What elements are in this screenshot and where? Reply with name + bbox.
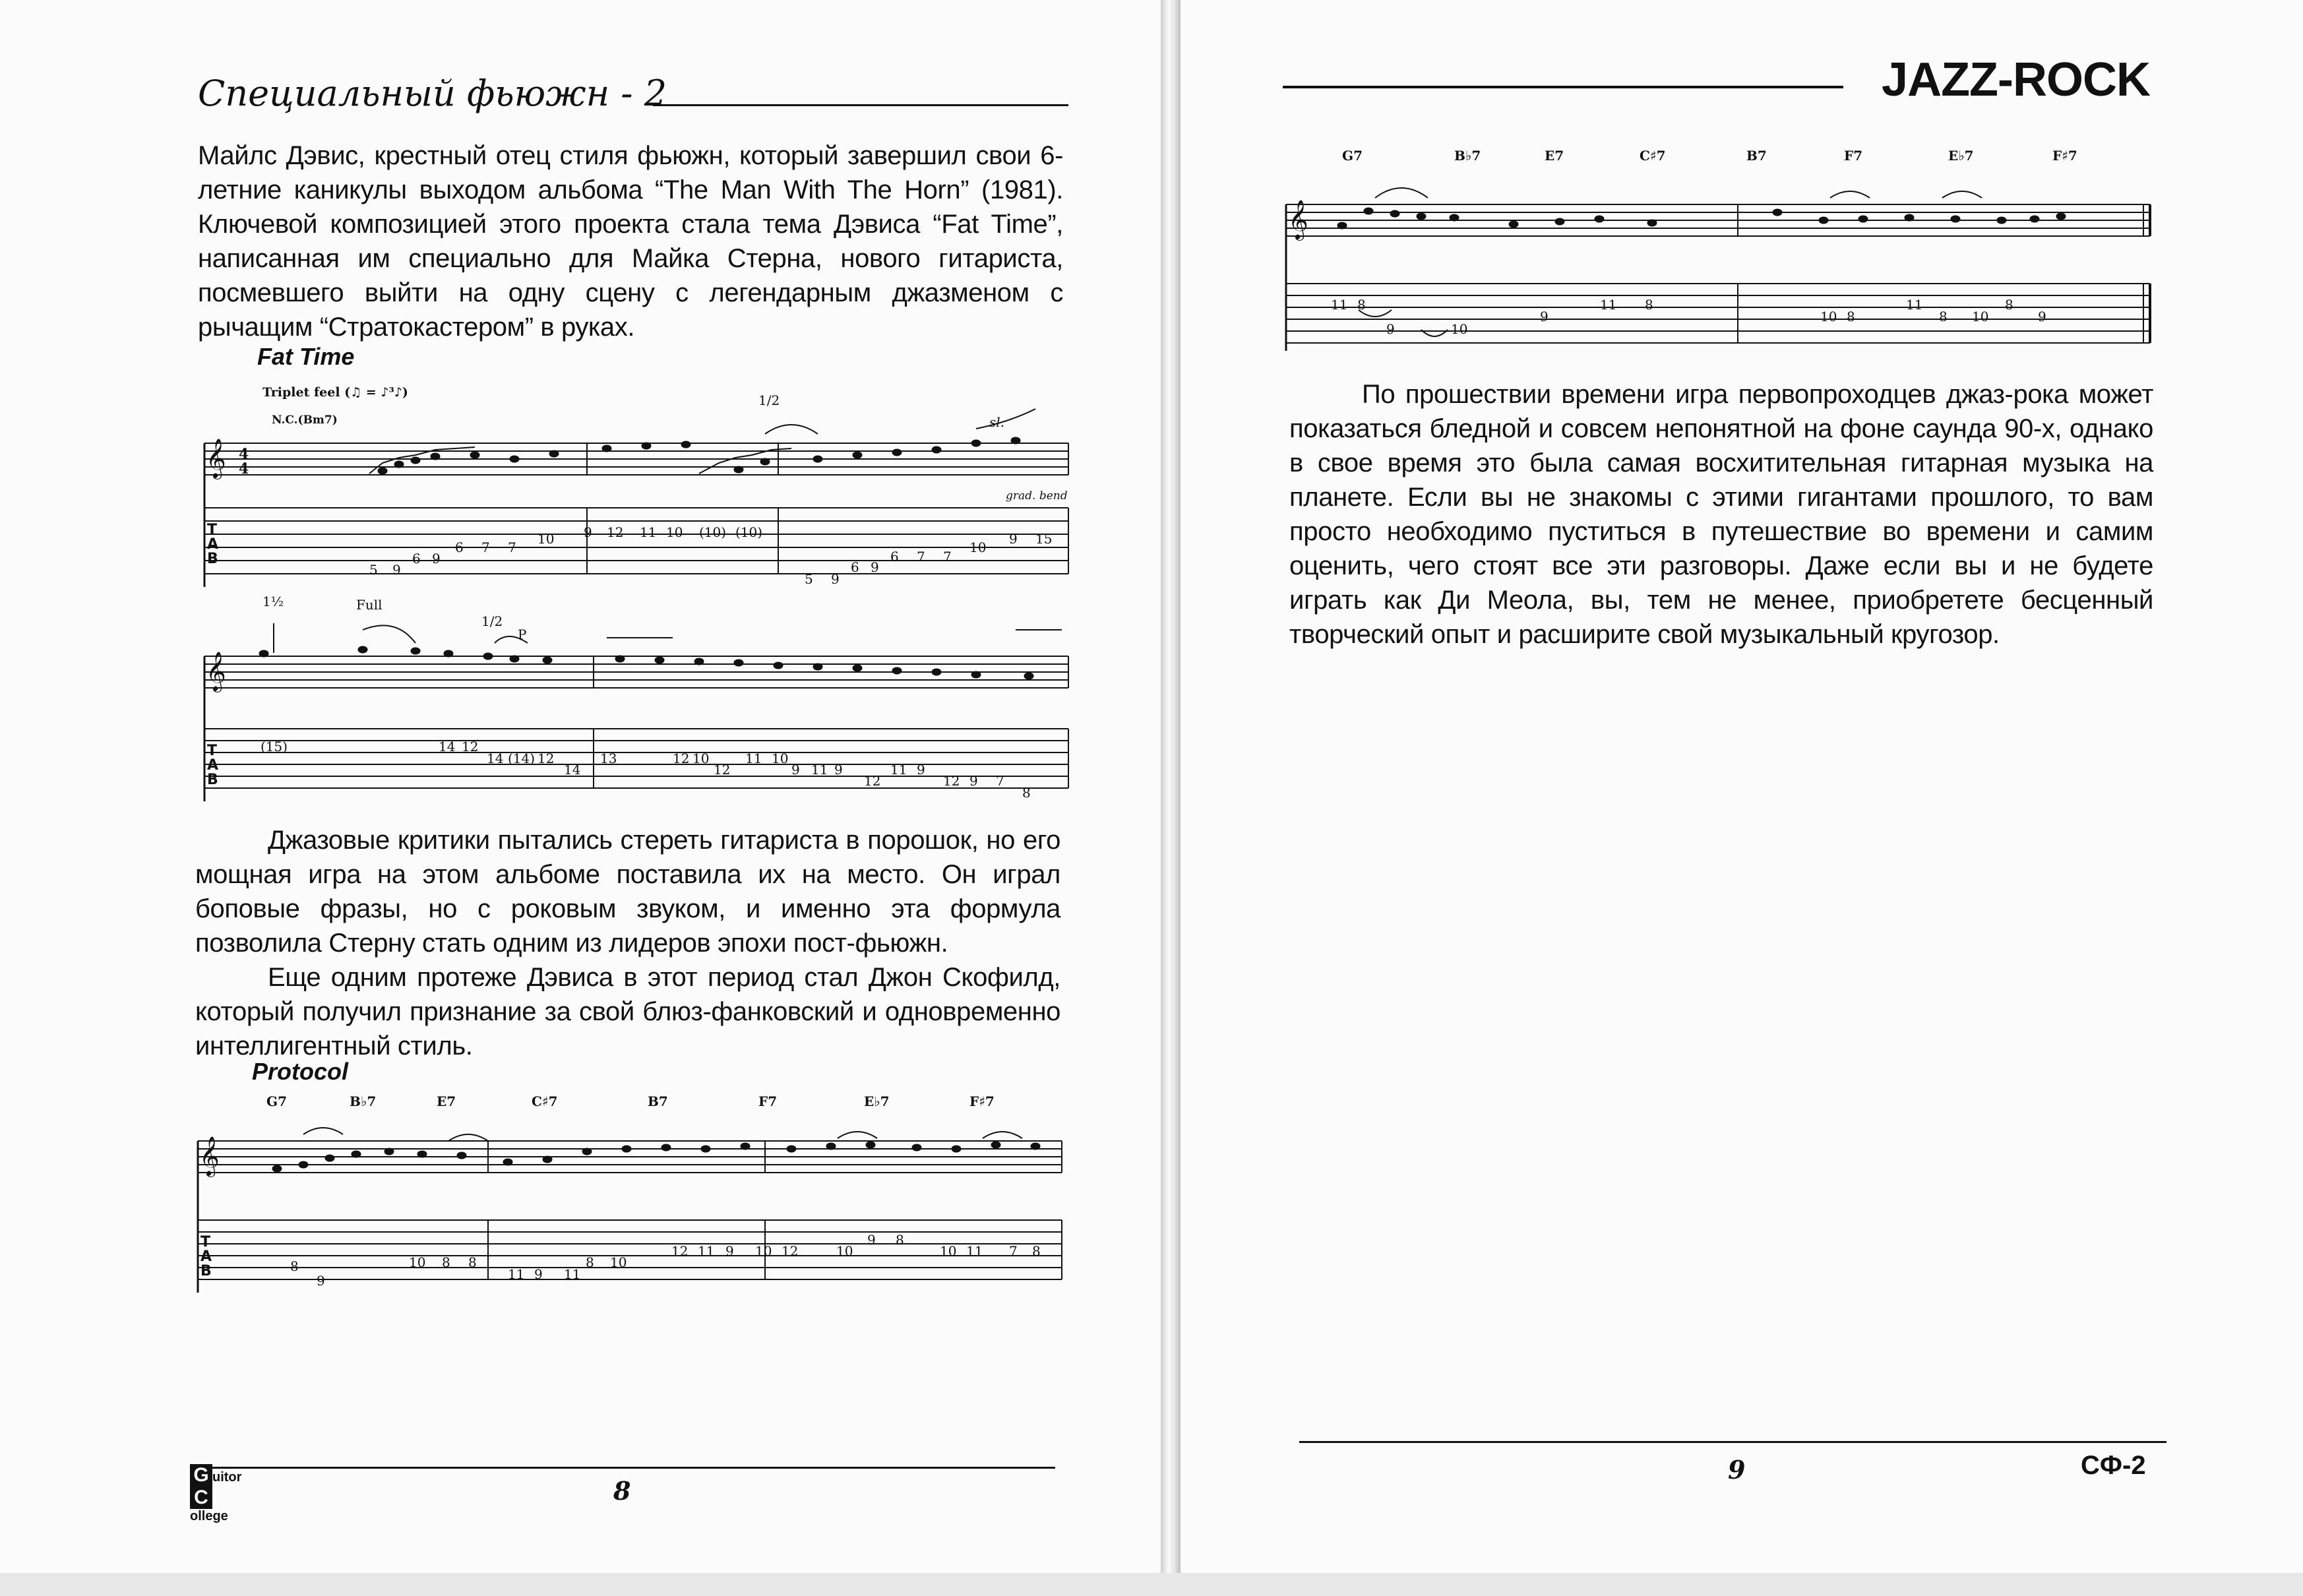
tab-number: 8 <box>586 1254 594 1270</box>
tab-number: 5 <box>369 562 378 578</box>
tab-number: 12 <box>607 524 624 540</box>
chord-symbol: E♭7 <box>1948 148 1974 164</box>
tab-number: 12 <box>782 1243 799 1259</box>
page-title: Специальный фьюжн - 2 <box>198 73 667 114</box>
tab-number: 10 <box>772 751 789 766</box>
svg-text:𝄞: 𝄞 <box>199 1136 220 1176</box>
tab-number: 8 <box>1022 785 1031 801</box>
tab-number: 9 <box>791 762 800 778</box>
protocol-notation-continued <box>1283 165 2157 363</box>
example-title-protocol: Protocol <box>252 1058 349 1085</box>
svg-text:T: T <box>200 1234 211 1250</box>
tab-number: 9 <box>432 551 441 567</box>
svg-text:𝄞: 𝄞 <box>206 652 226 691</box>
tab-number: 8 <box>896 1232 904 1248</box>
chord-symbol: F7 <box>1844 148 1863 164</box>
tab-number: 10 <box>1972 309 1989 324</box>
bend-mark-half: 1/2 <box>481 613 503 629</box>
critics-text: Джазовые критики пытались стереть гитариста в порошок, но его мощная игра на этом альбоме поставила их на место. Он играл боповые фразы, но с роковым звуком, и именно эта формула позволила Стерну стать одним из лидеров эпохи пост-фьюжн. <box>195 826 1060 958</box>
chord-symbol: E♭7 <box>864 1093 890 1109</box>
tab-number: 10 <box>836 1243 853 1259</box>
tab-number: 11 <box>508 1266 525 1282</box>
triplet-feel-label: Triplet feel (♫ = ♪³♪) <box>262 385 408 400</box>
tab-number: 10 <box>537 531 555 547</box>
tab-number: 6 <box>890 549 899 565</box>
intro-paragraph <box>198 138 1063 344</box>
tab-number: 10 <box>409 1254 426 1270</box>
tab-number: 11 <box>890 762 907 778</box>
right-footer-rule <box>1299 1441 2166 1443</box>
chord-symbol: B♭7 <box>350 1093 377 1109</box>
chord-symbol: F♯7 <box>969 1093 995 1109</box>
tab-number: 12 <box>462 739 479 754</box>
tab-number: (10) <box>699 524 727 540</box>
left-header <box>198 73 1068 119</box>
svg-text:A: A <box>200 1248 212 1265</box>
tab-number: 10 <box>610 1254 627 1270</box>
tab-number: 12 <box>537 751 555 766</box>
tab-number: 9 <box>725 1243 734 1259</box>
tab-number: 10 <box>969 539 987 555</box>
chord-symbol: B7 <box>648 1093 668 1109</box>
book-gutter <box>1161 0 1181 1596</box>
tab-number: 12 <box>864 773 881 789</box>
example-title-fat-time: Fat Time <box>257 343 355 370</box>
tab-number: 10 <box>755 1243 772 1259</box>
header-rule <box>1283 86 1843 88</box>
tab-number: 9 <box>2038 309 2046 324</box>
bend-mark-full: Full <box>356 597 383 613</box>
tab-number: 8 <box>1645 297 1653 313</box>
critics-paragraph <box>195 823 1060 1063</box>
tab-number: 11 <box>564 1266 581 1282</box>
tab-number: 7 <box>996 773 1004 789</box>
logo-line-1: uitor <box>212 1470 242 1485</box>
intro-text: Майлс Дэвис, крестный отец стиля фьюжн, который завершил свои 6-летние каникулы выходом альбома “The Man With The Horn” (1981). Ключевой композицией этого проекта стала тема Дэвиса “Fat Time”, написанная им специально для Майка Стерна, нового гитариста, посмевшего выйти на одну сцену с легендарным джазменом с рычащим “Стратокастером” в руках. <box>198 141 1063 342</box>
svg-text:4: 4 <box>239 460 249 477</box>
tab-number: (14) <box>508 751 536 766</box>
slide-mark-1: sl. <box>989 414 1005 430</box>
header-rule <box>653 104 1068 106</box>
tab-number: 11 <box>640 524 657 540</box>
tab-number: 9 <box>867 1232 876 1248</box>
pioneers-text: По прошествии времени игра первопроходцев джаз-рока может показаться бледной и совсем непонятной на фоне саунда 90-х, однако в свое время это была самая восхитительная гитарная музыка на планете. Если вы не знакомы с этими гигантами прошлого, то вам просто необходимо пуститься в путешествие во времени и самим оценить, чего стоят все эти разговоры. Даже если вы и не будете играть как Ди Меола, вы, тем не менее, приобретете бесценный творческий опыт и расширите свой музыкальный кругозор. <box>1289 380 2153 649</box>
svg-text:B: B <box>207 551 218 567</box>
tab-number: 6 <box>455 539 464 555</box>
scofield-text: Еще одним протеже Дэвиса в этот период стал Джон Скофилд, который получил признание за свой блюз-фанковский и одновременно интеллигентный стиль. <box>195 963 1060 1060</box>
pull-off-mark: P <box>518 627 527 642</box>
grad-bend-mark: grad. bend <box>1006 489 1068 503</box>
svg-text:4: 4 <box>239 446 249 463</box>
svg-text:T: T <box>207 522 218 538</box>
chord-symbol: B7 <box>1746 148 1767 164</box>
chord-symbol: G7 <box>266 1093 287 1109</box>
tab-number: 9 <box>1386 321 1395 337</box>
svg-text:A: A <box>207 757 219 774</box>
page-number-left: 8 <box>613 1476 631 1506</box>
tab-number: 12 <box>943 773 960 789</box>
tab-number: 8 <box>442 1254 450 1270</box>
tab-number: 12 <box>714 762 731 778</box>
tab-number: 8 <box>2005 297 2013 313</box>
tab-number: 11 <box>745 751 762 766</box>
guitar-college-logo: G uitor College <box>190 1464 242 1523</box>
tab-number: 9 <box>1540 309 1549 324</box>
chord-symbol: E7 <box>1545 148 1564 164</box>
tab-number: 8 <box>1939 309 1948 324</box>
right-header <box>1283 53 2150 106</box>
tab-number: 8 <box>290 1258 299 1274</box>
tab-number: 7 <box>481 539 490 555</box>
tab-number: (10) <box>735 524 763 540</box>
chord-symbol: F♯7 <box>2052 148 2077 164</box>
tab-number: 9 <box>831 571 840 587</box>
tab-number: 10 <box>940 1243 957 1259</box>
tab-number: 8 <box>468 1254 477 1270</box>
chord-symbol: G7 <box>1342 148 1363 164</box>
tab-number: 11 <box>698 1243 715 1259</box>
svg-text:B: B <box>200 1263 212 1279</box>
tab-number: 9 <box>969 773 978 789</box>
bend-mark-1: 1/2 <box>758 392 780 408</box>
tab-number: 11 <box>966 1243 983 1259</box>
scanner-edge <box>0 1573 2303 1596</box>
tab-number: 7 <box>508 539 516 555</box>
tab-number: 6 <box>851 559 859 575</box>
tab-number: 9 <box>834 762 843 778</box>
tab-number: 11 <box>1906 297 1923 313</box>
tab-number: 9 <box>1009 531 1018 547</box>
tab-number: 14 <box>564 762 581 778</box>
tab-number: 5 <box>805 571 813 587</box>
tab-number: 15 <box>1035 531 1053 547</box>
tab-number: 7 <box>943 549 952 565</box>
fat-time-notation-2 <box>198 590 1072 801</box>
svg-text:A: A <box>207 536 219 553</box>
tab-number: 13 <box>600 751 617 766</box>
svg-text:T: T <box>207 743 218 759</box>
svg-text:B: B <box>207 772 218 788</box>
chord-symbol: C♯7 <box>1640 148 1666 164</box>
svg-text:𝄞: 𝄞 <box>1288 200 1308 239</box>
tab-number: 9 <box>534 1266 543 1282</box>
tab-number: 12 <box>671 1243 689 1259</box>
tab-number: 9 <box>317 1273 325 1289</box>
tab-number: 14 <box>439 739 456 754</box>
tab-number: 11 <box>811 762 828 778</box>
tab-number: 14 <box>487 751 504 766</box>
tab-number: 9 <box>584 524 592 540</box>
tab-number: 10 <box>1820 309 1837 324</box>
section-code: СФ-2 <box>2081 1451 2146 1480</box>
tab-number: 7 <box>1009 1243 1018 1259</box>
chord-label-nc: N.C.(Bm7) <box>272 414 338 427</box>
tab-number: 10 <box>1451 321 1468 337</box>
fat-time-notation-1 <box>198 396 1072 594</box>
pioneers-paragraph <box>1289 377 2153 652</box>
logo-line-2: ollege <box>190 1509 228 1523</box>
bend-mark-1-5: 1½ <box>262 594 284 609</box>
tab-number: 8 <box>1032 1243 1041 1259</box>
tab-number: 12 <box>673 751 690 766</box>
tab-number: (15) <box>261 739 288 754</box>
chord-symbol: F7 <box>758 1093 778 1109</box>
tab-number: 8 <box>1847 309 1855 324</box>
tab-number: 11 <box>1331 297 1348 313</box>
chord-symbol: E7 <box>437 1093 456 1109</box>
tab-number: 9 <box>392 562 401 578</box>
tab-number: 9 <box>917 762 925 778</box>
tab-number: 6 <box>412 551 421 567</box>
tab-number: 10 <box>666 524 683 540</box>
left-footer-rule <box>191 1467 1055 1469</box>
section-title: JAZZ-ROCK <box>1882 53 2150 106</box>
chord-symbol: C♯7 <box>532 1093 558 1109</box>
tab-number: 8 <box>1357 297 1366 313</box>
tab-number: 9 <box>871 559 879 575</box>
chord-symbol: B♭7 <box>1454 148 1481 164</box>
tab-number: 10 <box>692 751 710 766</box>
svg-text:𝄞: 𝄞 <box>206 439 226 478</box>
tab-number: 7 <box>917 549 925 565</box>
page-number-right: 9 <box>1728 1455 1746 1485</box>
tab-number: 11 <box>1600 297 1617 313</box>
